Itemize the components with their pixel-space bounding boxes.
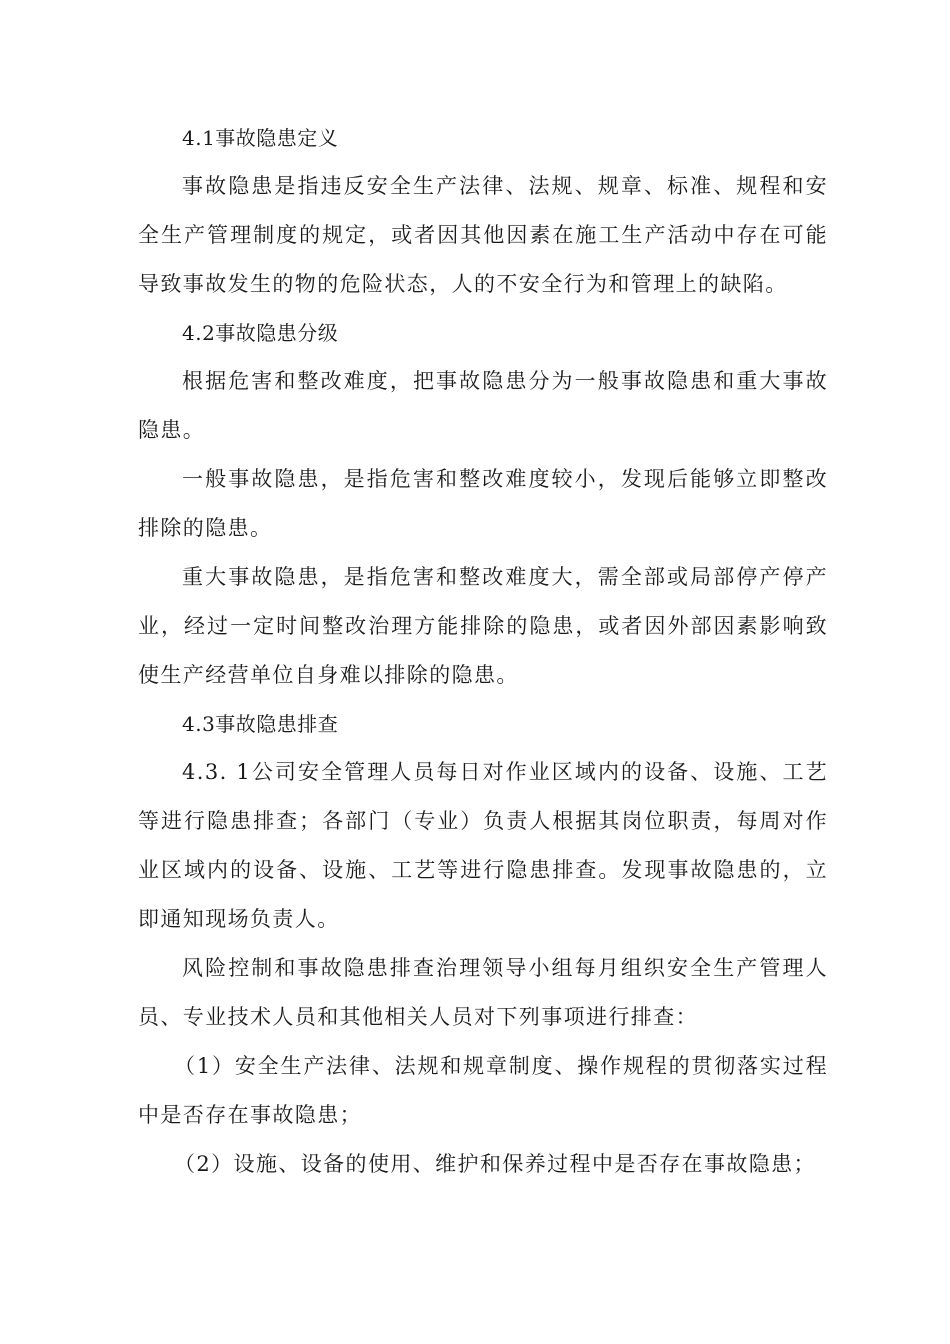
monthly-inspection-paragraph: 风险控制和事故隐患排查治理领导小组每月组织安全生产管理人员、专业技术人员和其他相关人员对下列事项进行排查：: [138, 956, 828, 1029]
section-4-3-1-paragraph: 4.3. 1公司安全管理人员每日对作业区域内的设备、设施、工艺等进行隐患排查；各部门（专业）负责人根据其岗位职责，每周对作业区域内的设备、设施、工艺等进行隐患排查。发现事故隐患的，立即通知现场负责人。: [138, 760, 828, 931]
inspection-item-1: （1）安全生产法律、法规和规章制度、操作规程的贯彻落实过程中是否存在事故隐患；: [138, 1054, 828, 1127]
section-4-3-heading: 4.3事故隐患排查: [182, 712, 339, 736]
document-body: [138, 114, 828, 1189]
major-hazard-paragraph: 重大事故隐患，是指危害和整改难度大，需全部或局部停产停产业，经过一定时间整改治理方能排除的隐患，或者因外部因素影响致使生产经营单位自身难以排除的隐患。: [138, 565, 828, 687]
inspection-item-2: （2）设施、设备的使用、维护和保养过程中是否存在事故隐患；: [174, 1152, 816, 1176]
section-4-2-heading: 4.2事故隐患分级: [182, 321, 339, 345]
general-hazard-paragraph: 一般事故隐患，是指危害和整改难度较小，发现后能够立即整改排除的隐患。: [138, 467, 828, 540]
section-4-1-heading: 4.1事故隐患定义: [182, 126, 339, 150]
definition-paragraph: 事故隐患是指违反安全生产法律、法规、规章、标准、规程和安全生产管理制度的规定，或者因其他因素在施工生产活动中存在可能导致事故发生的物的危险状态，人的不安全行为和管理上的缺陷。: [138, 174, 828, 296]
classification-paragraph: 根据危害和整改难度，把事故隐患分为一般事故隐患和重大事故隐患。: [138, 369, 828, 442]
